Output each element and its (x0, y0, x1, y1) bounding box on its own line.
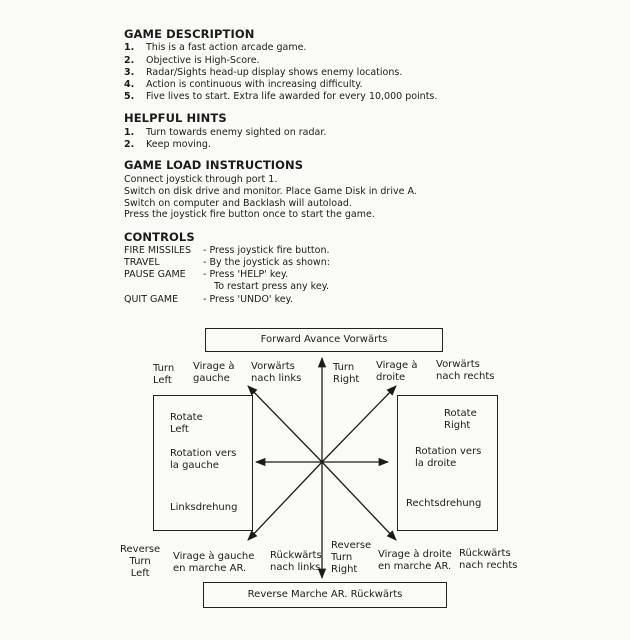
forward-box (205, 328, 443, 352)
item-number: 1. (124, 42, 135, 53)
load-line-4: Press the joystick fire button once to start the game. (124, 209, 375, 220)
control-pause-restart-desc: To restart press any key. (214, 281, 329, 292)
control-fire-missiles: FIRE MISSILES (124, 245, 192, 256)
item-text: Five lives to start. Extra life awarded for every 10,000 points. (146, 91, 438, 102)
control-quit-game: QUIT GAME (124, 294, 179, 305)
helpful-hints-title: HELPFUL HINTS (124, 111, 227, 125)
item-text: Objective is High-Score. (146, 55, 260, 66)
load-line-1: Connect joystick through port 1. (124, 174, 278, 185)
load-line-3: Switch on computer and Backlash will autoload. (124, 198, 352, 209)
item-text: Radar/Sights head-up display shows enemy locations. (146, 67, 403, 78)
forward-label: Forward Avance Vorwärts (260, 334, 388, 345)
ruckwarts-links-label: Rückwärts nach links (270, 550, 322, 573)
vorwarts-rechts-label: Vorwärts nach rechts (436, 359, 495, 382)
rotate-left-label: Rotate Left (170, 412, 203, 435)
item-number: 2. (124, 55, 135, 66)
load-instructions-title: GAME LOAD INSTRUCTIONS (124, 158, 304, 172)
rechtsdrehung-label: Rechtsdrehung (406, 498, 482, 509)
control-travel-desc: - By the joystick as shown: (203, 257, 330, 268)
rotation-droite-label: Rotation vers la droite (415, 446, 482, 469)
arrow-turn-right (322, 386, 396, 462)
virage-gauche-label: Virage à gauche (193, 361, 235, 384)
load-line-2: Switch on disk drive and monitor. Place Game Disk in drive A. (124, 186, 417, 197)
reverse-turn-right-label: Reverse Turn Right (331, 540, 372, 575)
arrow-turn-left (248, 386, 322, 462)
item-number: 3. (124, 67, 135, 78)
item-text: Action is continuous with increasing difficulty. (146, 79, 363, 90)
control-fire-missiles-desc: - Press joystick fire button. (203, 245, 330, 256)
reverse-turn-left-label: Reverse Turn Left (120, 544, 161, 579)
virage-droite-label: Virage à droite (376, 360, 418, 383)
item-number: 1. (124, 127, 135, 138)
virage-droite-ar-label: Virage à droite en marche AR. (378, 549, 452, 572)
control-pause-game: PAUSE GAME (124, 269, 186, 280)
reverse-box (203, 582, 447, 608)
turn-left-label: Turn Left (153, 363, 175, 386)
arrow-reverse-turn-right (322, 462, 396, 540)
game-description-title: GAME DESCRIPTION (124, 27, 255, 41)
item-number: 4. (124, 79, 135, 90)
item-text: Keep moving. (146, 139, 211, 150)
item-text: This is a fast action arcade game. (146, 42, 307, 53)
control-travel: TRAVEL (124, 257, 160, 268)
reverse-label: Reverse Marche AR. Rückwärts (247, 589, 403, 600)
item-text: Turn towards enemy sighted on radar. (146, 127, 327, 138)
control-pause-game-desc: - Press 'HELP' key. (203, 269, 289, 280)
linksdrehung-label: Linksdrehung (170, 502, 238, 513)
rotate-left-box (153, 395, 253, 531)
control-quit-game-desc: - Press 'UNDO' key. (203, 294, 293, 305)
virage-gauche-ar-label: Virage à gauche en marche AR. (173, 551, 255, 574)
rotate-right-box (397, 395, 498, 531)
ruckwarts-rechts-label: Rückwärts nach rechts (459, 548, 518, 571)
rotation-gauche-label: Rotation vers la gauche (170, 448, 237, 471)
controls-title: CONTROLS (124, 230, 195, 244)
item-number: 5. (124, 91, 135, 102)
vorwarts-links-label: Vorwärts nach links (251, 361, 302, 384)
item-number: 2. (124, 139, 135, 150)
rotate-right-label: Rotate Right (444, 408, 477, 431)
arrow-reverse-turn-left (248, 462, 322, 540)
turn-right-label: Turn Right (333, 362, 360, 385)
